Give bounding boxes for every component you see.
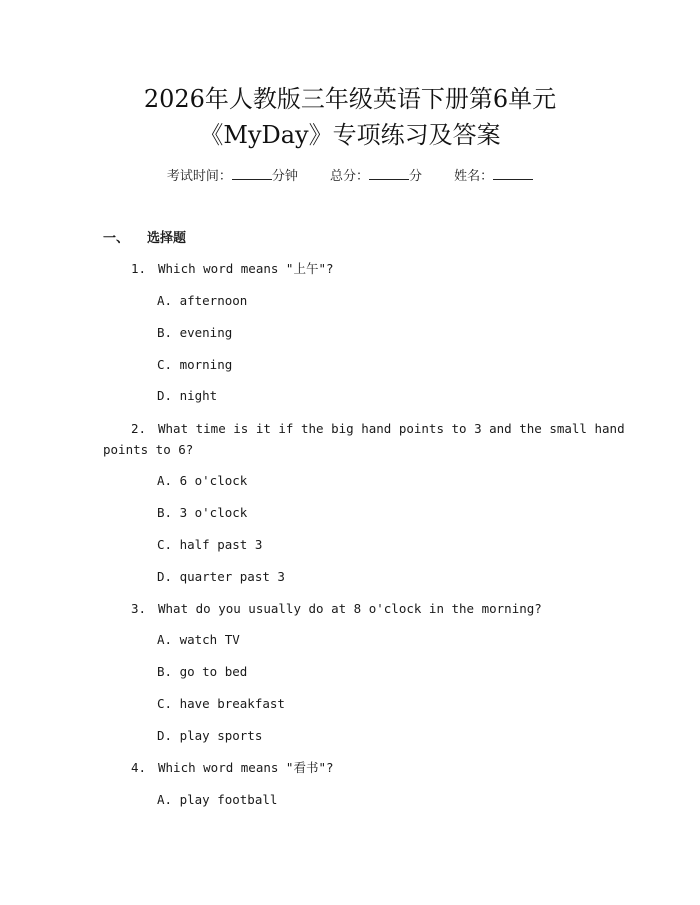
total-score-blank[interactable] [369,167,409,180]
page-title-line-2: 《MyDay》专项练习及答案 [199,121,501,149]
question-2-option-b[interactable]: B. 3 o'clock [157,505,248,520]
question-2 [131,419,625,439]
question-number: 2. [131,421,147,436]
student-name-blank[interactable] [493,167,533,180]
section-number: 一、 [103,231,130,246]
question-3-option-b[interactable]: B. go to bed [157,664,248,679]
section-title: 选择题 [147,231,187,246]
question-3-option-a[interactable]: A. watch TV [157,632,240,647]
question-3-option-d[interactable]: D. play sports [157,728,263,743]
student-name-label: 姓名： [454,169,494,184]
question-4-option-a[interactable]: A. play football [157,792,278,807]
exam-time-unit: 分钟 [271,169,298,184]
page-title-line-1: 2026年人教版三年级英语下册第6单元 [143,85,557,113]
exam-meta [0,167,700,187]
question-4 [131,758,334,778]
question-number: 4. [131,760,147,775]
student-name-field [454,169,533,184]
total-score-field [330,169,426,184]
section-heading [103,229,186,249]
question-text: Which word means "上午"? [158,261,334,276]
exam-time-field [167,169,302,184]
question-2-text-continued: points to 6? [103,442,194,457]
question-text: What do you usually do at 8 o'clock in the morning? [158,601,542,616]
question-1-option-c[interactable]: C. morning [157,357,233,372]
question-2-option-d[interactable]: D. quarter past 3 [157,569,285,584]
question-1-option-b[interactable]: B. evening [157,325,233,340]
question-3-option-c[interactable]: C. have breakfast [157,696,285,711]
question-2-option-a[interactable]: A. 6 o'clock [157,473,248,488]
exam-time-blank[interactable] [232,167,272,180]
question-1-option-d[interactable]: D. night [157,388,218,403]
question-1-option-a[interactable]: A. afternoon [157,293,248,308]
question-number: 3. [131,601,147,616]
question-text: Which word means "看书"? [158,760,334,775]
total-score-unit: 分 [409,169,423,184]
question-text: What time is it if the big hand points to 3 and the small hand [158,421,625,436]
exam-time-label: 考试时间： [166,169,232,184]
question-number: 1. [131,261,147,276]
question-3 [131,599,542,619]
question-1 [131,259,334,279]
total-score-label: 总分： [329,169,369,184]
question-2-option-c[interactable]: C. half past 3 [157,537,263,552]
